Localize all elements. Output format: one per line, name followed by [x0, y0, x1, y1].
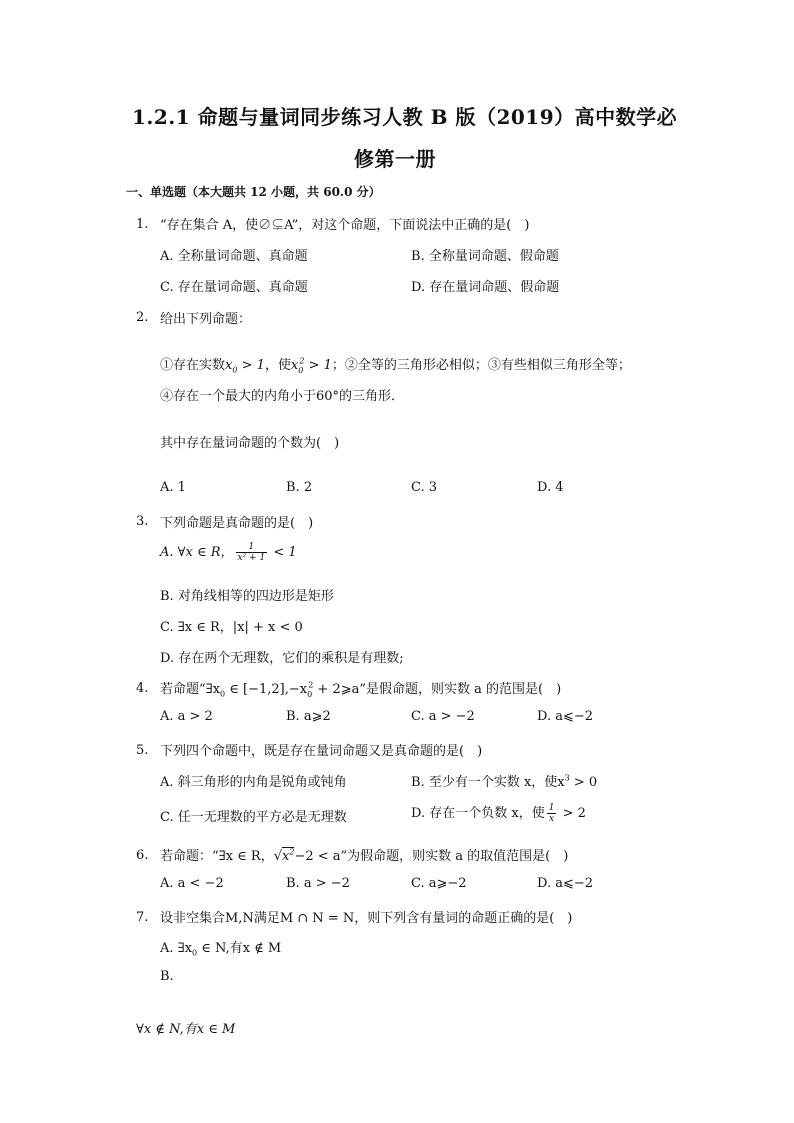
question-stem: 若命题：“∃x ∈ R，$√x^2-2 < a$”为假命题，则实数 a 的取值范围是( ) — [160, 847, 569, 864]
option-a-prefix: A. ∀x ∈ R， — [160, 545, 234, 560]
proposition-line-2: ④存在一个最大的内角小于60°的三角形． — [160, 389, 405, 404]
option-a-suffix: < 1 — [269, 545, 297, 560]
option-c: C. a⩾−2 — [411, 876, 467, 891]
question-stem: “存在集合 A，使∅⊊A”，对这个命题，下面说法中正确的是( ) — [160, 218, 530, 233]
option-c: C. a > −2 — [411, 709, 475, 724]
option-b: B. 至少有一个实数 x，使$x^3 > 0$ — [411, 773, 598, 790]
option-c: C. 任一无理数的平方必是无理数 — [160, 810, 347, 825]
fraction — [236, 542, 268, 563]
option-b: B. 对角线相等的四边形是矩形 — [160, 589, 334, 604]
option-d: D. 存在两个无理数，它们的乘积是有理数; — [160, 651, 404, 666]
math-x0-squared: $x_0^2 > 1$ — [290, 356, 332, 375]
question-stem: 下列四个命题中，既是存在量词命题又是真命题的是( ) — [160, 744, 483, 759]
document-title-line2: 修第一册 — [354, 147, 436, 171]
stem-part: −2 < a”为假命题，则实数 a 的取值范围是( ) — [294, 849, 569, 864]
question-number: 6. — [136, 848, 149, 863]
fraction-numerator: 1 — [548, 803, 555, 813]
option-a-text: ∈ N,有x ∉ M — [197, 941, 282, 956]
stem-part: + 2⩾a”是假命题，则实数 a 的范围是( ) — [313, 682, 562, 697]
option-a: A. 全称量词命题、真命题 — [160, 249, 308, 264]
option-b-text: > 0 — [569, 775, 598, 790]
option-b-text: B. 至少有一个实数 x，使x — [411, 775, 565, 790]
document-title-line1: 1.2.1 命题与量词同步练习人教 B 版（2019）高中数学必 — [132, 105, 678, 129]
option-d: D. a⩽−2 — [537, 709, 594, 724]
option-b: B. 全称量词命题、假命题 — [411, 249, 559, 264]
option-a: A. 1 — [160, 480, 186, 495]
question-number: 3. — [136, 514, 149, 529]
question-stem: 设非空集合M,N满足M ∩ N = N，则下列含有量词的命题正确的是( ) — [160, 911, 573, 926]
radicand-var: x — [282, 849, 290, 864]
fraction-numerator: 1 — [236, 542, 268, 553]
stem-part: 若命题“∃x — [160, 682, 221, 697]
stem-part: ∈ [−1,2],−x — [225, 682, 308, 697]
option-b: B. 2 — [286, 480, 313, 495]
option-d: D. 4 — [537, 480, 564, 495]
proposition-2-3-text: ；②全等的三角形必相似；③有些相似三角形全等； — [331, 358, 631, 373]
proposition-line-1 — [160, 354, 631, 375]
stem-part: 若命题：“∃x ∈ R， — [160, 849, 274, 864]
option-d-text: > 2 — [558, 806, 586, 821]
proposition-1-text: ，使 — [264, 358, 291, 373]
fraction-denominator: x² + 1 — [237, 553, 266, 563]
option-b-content: ∀x ∉ N,有x ∈ M — [136, 1022, 236, 1037]
question-stem: 给出下列命题： — [160, 312, 252, 327]
option-d: D. a⩽−2 — [537, 876, 594, 891]
option-a: A. a > 2 — [160, 709, 213, 724]
section-header: 一、单选题（本大题共 12 小题，共 60.0 分） — [126, 185, 381, 199]
option-d-text: D. 存在一个负数 x，使 — [411, 806, 545, 821]
option-b: B. a > −2 — [286, 876, 350, 891]
option-a: A. $\exists x_0$ ∈ N,有x ∉ M — [160, 941, 282, 958]
option-d — [411, 802, 586, 824]
question-ask: 其中存在量词命题的个数为( ) — [160, 436, 340, 451]
sqrt-radicand: $x^2$ — [282, 847, 295, 864]
question-number: 7. — [136, 910, 149, 925]
question-number: 2. — [136, 310, 149, 325]
question-number: 1. — [136, 217, 149, 232]
question-number: 4. — [136, 681, 149, 696]
fraction — [547, 803, 557, 824]
proposition-1-text: ①存在实数 — [160, 358, 226, 373]
option-c: C. ∃x ∈ R，|x| + x < 0 — [160, 620, 303, 635]
option-c: C. 存在量词命题、真命题 — [160, 280, 308, 295]
option-d: D. 存在量词命题、假命题 — [411, 280, 560, 295]
option-b: B. a⩾2 — [286, 709, 331, 724]
option-a-text: A. ∃x — [160, 941, 193, 956]
math-x0: $x_0 > 1$ — [225, 358, 265, 375]
option-a — [160, 541, 297, 563]
option-a: A. 斜三角形的内角是锐角或钝角 — [160, 775, 347, 790]
fraction-denominator: x — [549, 814, 555, 824]
question-number: 5. — [136, 743, 149, 758]
option-c: C. 3 — [411, 480, 438, 495]
question-stem: 下列命题是真命题的是( ) — [160, 516, 314, 531]
question-stem: 若命题“$\exists x_0$ ∈ $[-1,2],-x_0^2$ + 2⩾a”是假命题，则实数 a 的范围是( ) — [160, 680, 562, 699]
option-a: A. a < −2 — [160, 876, 224, 891]
option-b: B. — [160, 969, 174, 984]
